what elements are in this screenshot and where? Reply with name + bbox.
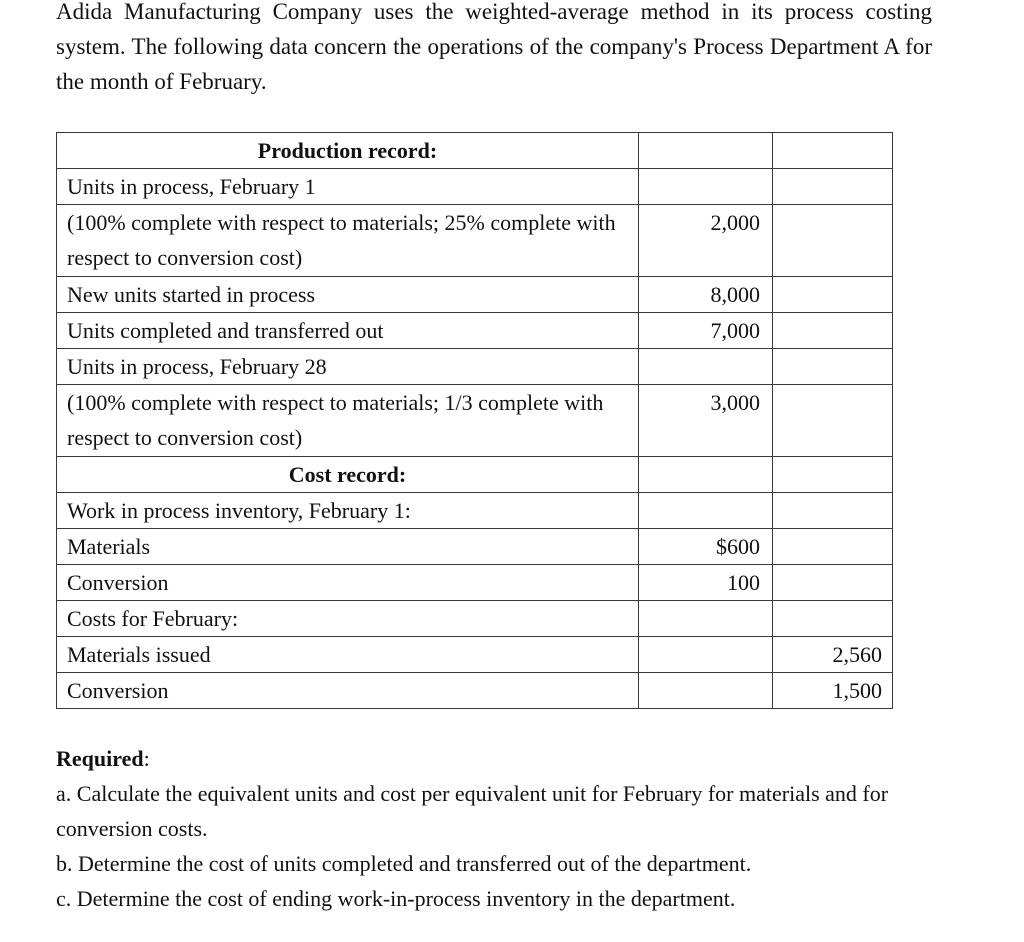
row-value-cost	[773, 493, 893, 529]
table-row	[57, 493, 893, 529]
row-value-cost: 2,560	[773, 637, 893, 673]
cost-header-row	[57, 457, 893, 493]
row-value-units: 7,000	[639, 313, 773, 349]
required-item-c: c. Determine the cost of ending work-in-process inventory in the department.	[56, 886, 736, 911]
row-value-units	[639, 349, 773, 385]
row-value-units	[639, 493, 773, 529]
table-row	[57, 637, 893, 673]
row-value-units: 3,000	[639, 385, 773, 457]
table-row	[57, 349, 893, 385]
row-value-cost	[773, 169, 893, 205]
row-label: Conversion	[57, 565, 639, 601]
row-label: Units completed and transferred out	[57, 313, 639, 349]
required-colon: :	[143, 746, 150, 771]
table-cell	[773, 457, 893, 493]
row-label: Units in process, February 28	[57, 349, 639, 385]
table-row	[57, 529, 893, 565]
row-label: (100% complete with respect to materials; 1/3 complete with respect to conversion cost)	[57, 385, 639, 457]
row-value-units: 8,000	[639, 277, 773, 313]
intro-paragraph: Adida Manufacturing Company uses the weighted-average method in its process costing system. The following data concern the operations of the company's Process Department A for the month of February.	[56, 0, 932, 94]
row-value-cost: 1,500	[773, 673, 893, 709]
table-row	[57, 565, 893, 601]
row-value-cost	[773, 205, 893, 277]
table-cell	[773, 133, 893, 169]
row-label: Work in process inventory, February 1:	[57, 493, 639, 529]
row-label: (100% complete with respect to materials; 25% complete with respect to conversion cost)	[57, 205, 639, 277]
row-value-cost	[773, 349, 893, 385]
table-row	[57, 277, 893, 313]
row-label: New units started in process	[57, 277, 639, 313]
row-label: Units in process, February 1	[57, 169, 639, 205]
row-value-units	[639, 169, 773, 205]
row-value-units: 100	[639, 565, 773, 601]
table-row	[57, 205, 893, 277]
production-header-row	[57, 133, 893, 169]
table-row	[57, 169, 893, 205]
row-value-cost	[773, 385, 893, 457]
table-row	[57, 313, 893, 349]
row-label: Conversion	[57, 673, 639, 709]
row-label: Materials issued	[57, 637, 639, 673]
required-title: Required	[56, 746, 144, 771]
data-table	[56, 132, 893, 709]
row-label: Materials	[57, 529, 639, 565]
row-value-units	[639, 601, 773, 637]
required-item-b: b. Determine the cost of units completed and transferred out of the department.	[56, 851, 752, 876]
required-section	[56, 741, 916, 916]
row-value-cost	[773, 601, 893, 637]
required-item-a: a. Calculate the equivalent units and cost per equivalent unit for February for materials and for conversion costs.	[56, 781, 889, 841]
table-row	[57, 673, 893, 709]
row-value-cost	[773, 313, 893, 349]
row-value-units	[639, 637, 773, 673]
row-label: Costs for February:	[57, 601, 639, 637]
table-row	[57, 385, 893, 457]
table-cell	[639, 457, 773, 493]
row-value-units: $600	[639, 529, 773, 565]
production-record-heading: Production record:	[57, 133, 639, 169]
cost-record-heading: Cost record:	[57, 457, 639, 493]
row-value-units	[639, 673, 773, 709]
table-cell	[639, 133, 773, 169]
row-value-cost	[773, 277, 893, 313]
table-row	[57, 601, 893, 637]
row-value-cost	[773, 565, 893, 601]
required-heading	[56, 741, 916, 776]
row-value-units: 2,000	[639, 205, 773, 277]
row-value-cost	[773, 529, 893, 565]
